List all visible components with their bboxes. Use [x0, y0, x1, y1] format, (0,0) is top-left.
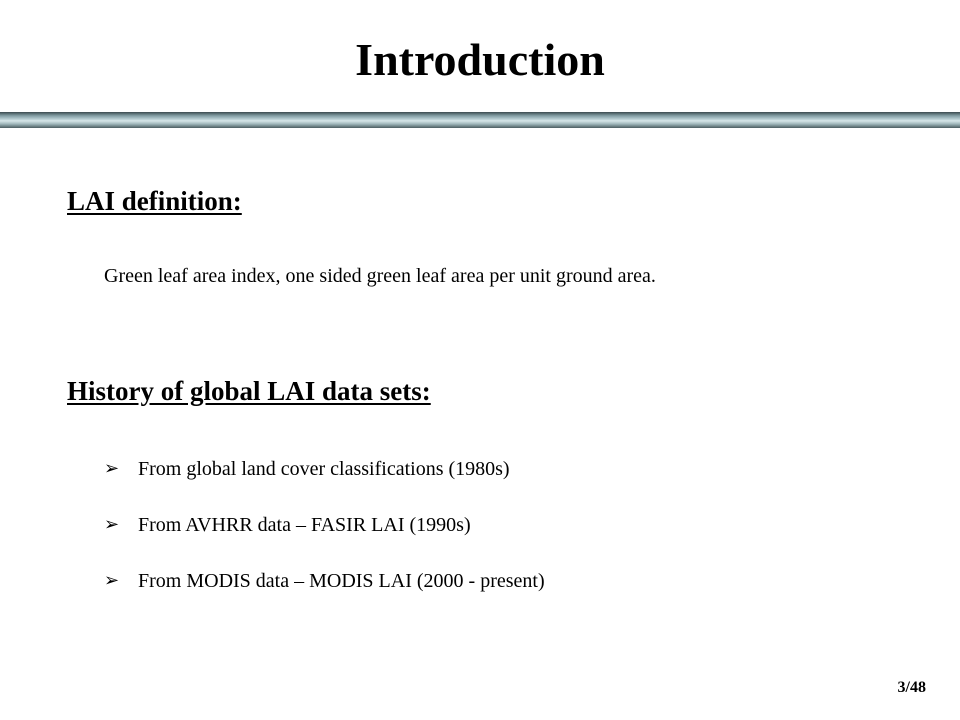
history-item-text: From AVHRR data – FASIR LAI (1990s)	[138, 514, 471, 536]
page-number: 3/48	[897, 679, 926, 696]
arrow-bullet-icon: ➢	[104, 514, 120, 535]
history-item-text: From MODIS data – MODIS LAI (2000 - present)	[138, 570, 545, 592]
lai-definition-heading: LAI definition:	[67, 186, 242, 216]
history-item	[104, 566, 545, 596]
history-item	[104, 510, 545, 540]
lai-definition-text: Green leaf area index, one sided green leaf area per unit ground area.	[104, 265, 656, 287]
history-heading: History of global LAI data sets:	[67, 376, 431, 406]
history-item-text: From global land cover classifications (1980s)	[138, 458, 510, 480]
title-divider-bar	[0, 112, 960, 128]
history-item	[104, 454, 545, 484]
history-list	[104, 454, 545, 622]
arrow-bullet-icon: ➢	[104, 570, 120, 591]
arrow-bullet-icon: ➢	[104, 458, 120, 479]
slide-title: Introduction	[355, 34, 605, 85]
